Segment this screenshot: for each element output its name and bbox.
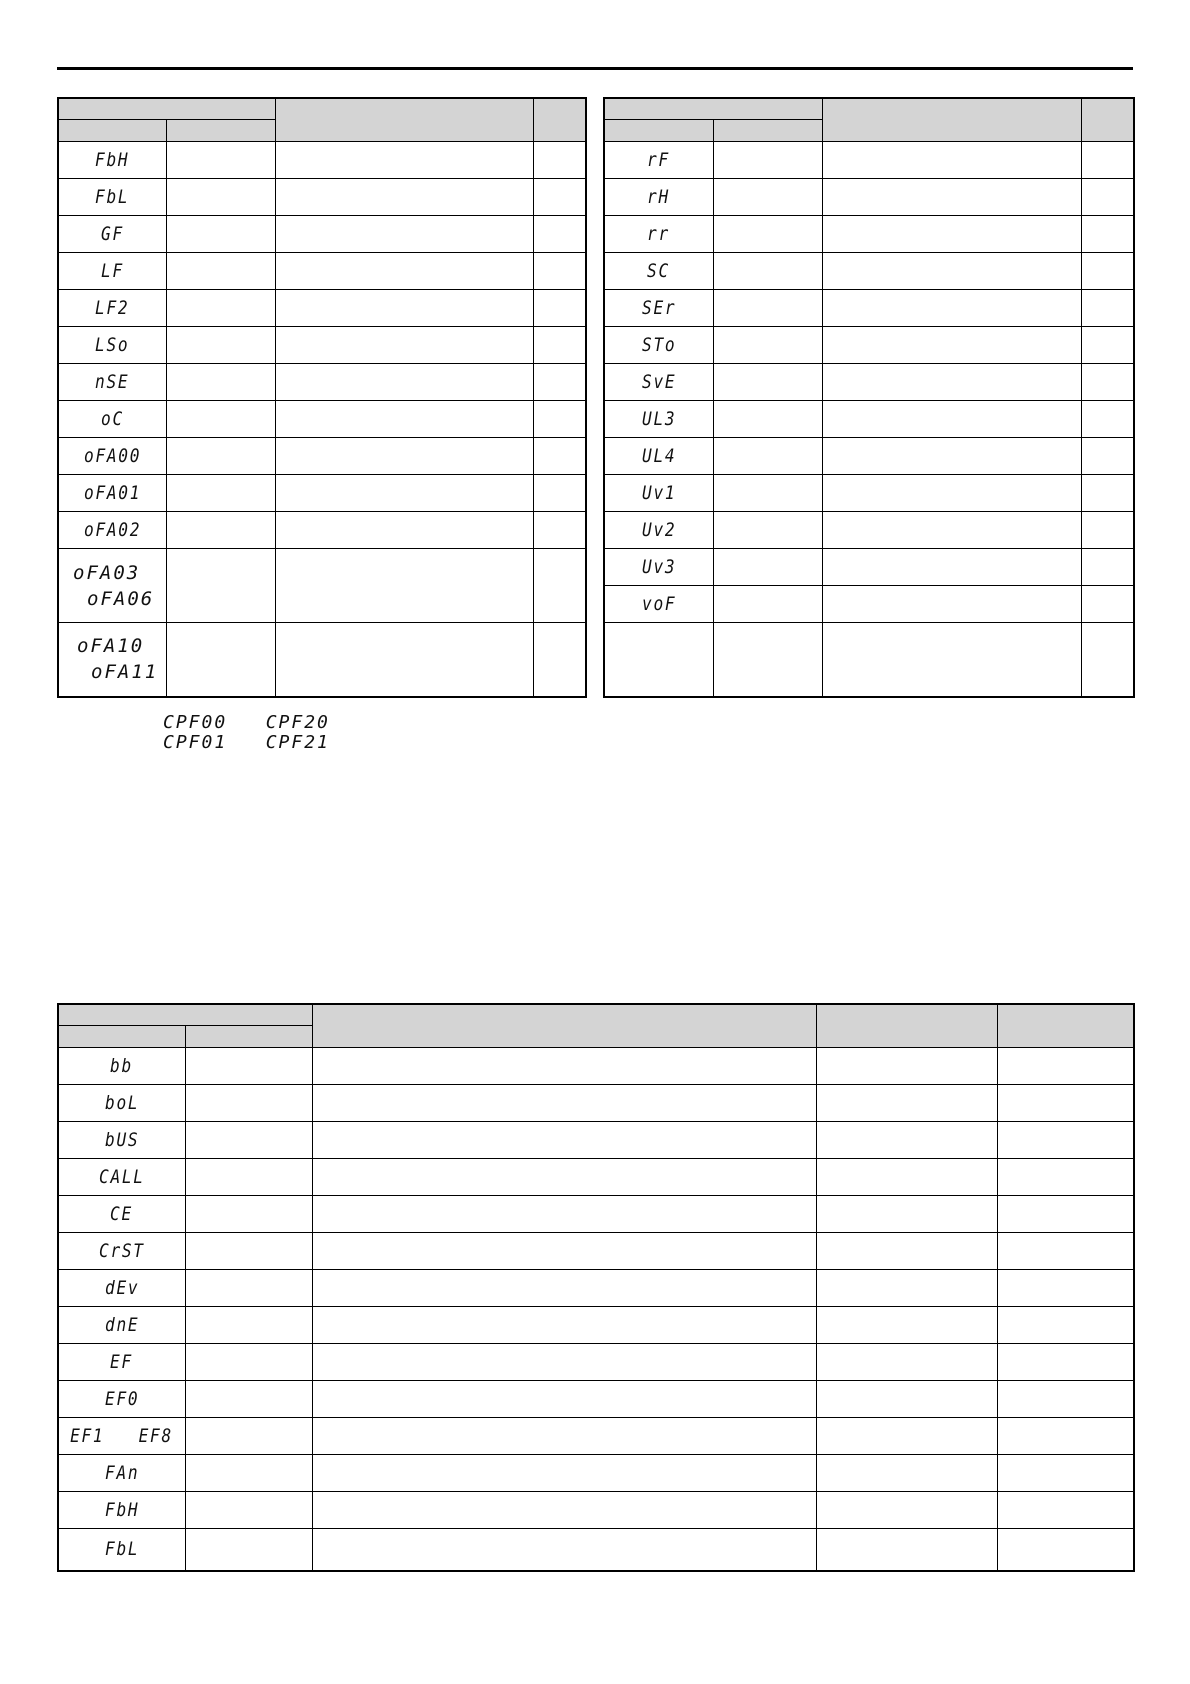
fault-code: GF [58, 216, 166, 253]
header-lcd [604, 120, 713, 142]
fault-code: SC [604, 253, 713, 290]
fault-code: UL3 [604, 401, 713, 438]
alarm-code: EF1 EF8 [58, 1418, 185, 1455]
alarm-code: EF [58, 1344, 185, 1381]
alarm-code: FbL [58, 1529, 185, 1571]
footnote-code: CPF20 [265, 712, 330, 733]
header-led [713, 120, 822, 142]
fault-code: oFA01 [58, 475, 166, 512]
fault-code-range: oFA03 oFA06 [58, 549, 166, 623]
fault-code: Uv3 [604, 549, 713, 586]
fault-code-range: oFA10 oFA11 [58, 623, 166, 697]
alarm-code: FAn [58, 1455, 185, 1492]
fault-code: LF2 [58, 290, 166, 327]
fault-code: LSo [58, 327, 166, 364]
header-lcd [58, 1026, 185, 1048]
header-output [816, 1004, 997, 1048]
alarm-code: bUS [58, 1122, 185, 1159]
header-led [185, 1026, 312, 1048]
fault-code: SvE [604, 364, 713, 401]
alarm-code: CE [58, 1196, 185, 1233]
fault-code: rr [604, 216, 713, 253]
fault-code: STo [604, 327, 713, 364]
fault-code: oFA00 [58, 438, 166, 475]
footnote-code: CPF21 [265, 732, 330, 753]
alarm-code: CrST [58, 1233, 185, 1270]
fault-table-right [603, 97, 1135, 698]
header-lcd [58, 120, 166, 142]
header-name [275, 98, 533, 142]
fault-code: LF [58, 253, 166, 290]
alarm-code: EF0 [58, 1381, 185, 1418]
header-page [1081, 98, 1134, 142]
fault-code: rH [604, 179, 713, 216]
fault-code: FbL [58, 179, 166, 216]
header-display [58, 98, 275, 120]
fault-code: rF [604, 142, 713, 179]
header-name [312, 1004, 816, 1048]
header-page [997, 1004, 1134, 1048]
header-name [822, 98, 1081, 142]
header-led [166, 120, 275, 142]
fault-table-left [57, 97, 587, 698]
alarm-code: FbH [58, 1492, 185, 1529]
footnote-codes [163, 713, 330, 753]
fault-code: Uv2 [604, 512, 713, 549]
fault-code: oC [58, 401, 166, 438]
footnote-code: CPF01 [163, 732, 228, 753]
fault-code: oFA02 [58, 512, 166, 549]
fault-code: voF [604, 586, 713, 623]
alarm-code: CALL [58, 1159, 185, 1196]
footnote-code: CPF00 [163, 712, 228, 733]
alarm-code: dnE [58, 1307, 185, 1344]
alarm-code: dEv [58, 1270, 185, 1307]
fault-code: Uv1 [604, 475, 713, 512]
header-rule [57, 67, 1133, 70]
alarm-code: bb [58, 1048, 185, 1085]
alarm-table [57, 1003, 1135, 1572]
fault-code: nSE [58, 364, 166, 401]
fault-code: UL4 [604, 438, 713, 475]
header-display [604, 98, 822, 120]
alarm-code: boL [58, 1085, 185, 1122]
fault-code [604, 623, 713, 697]
fault-code: SEr [604, 290, 713, 327]
fault-code: FbH [58, 142, 166, 179]
header-page [533, 98, 586, 142]
header-display [58, 1004, 312, 1026]
